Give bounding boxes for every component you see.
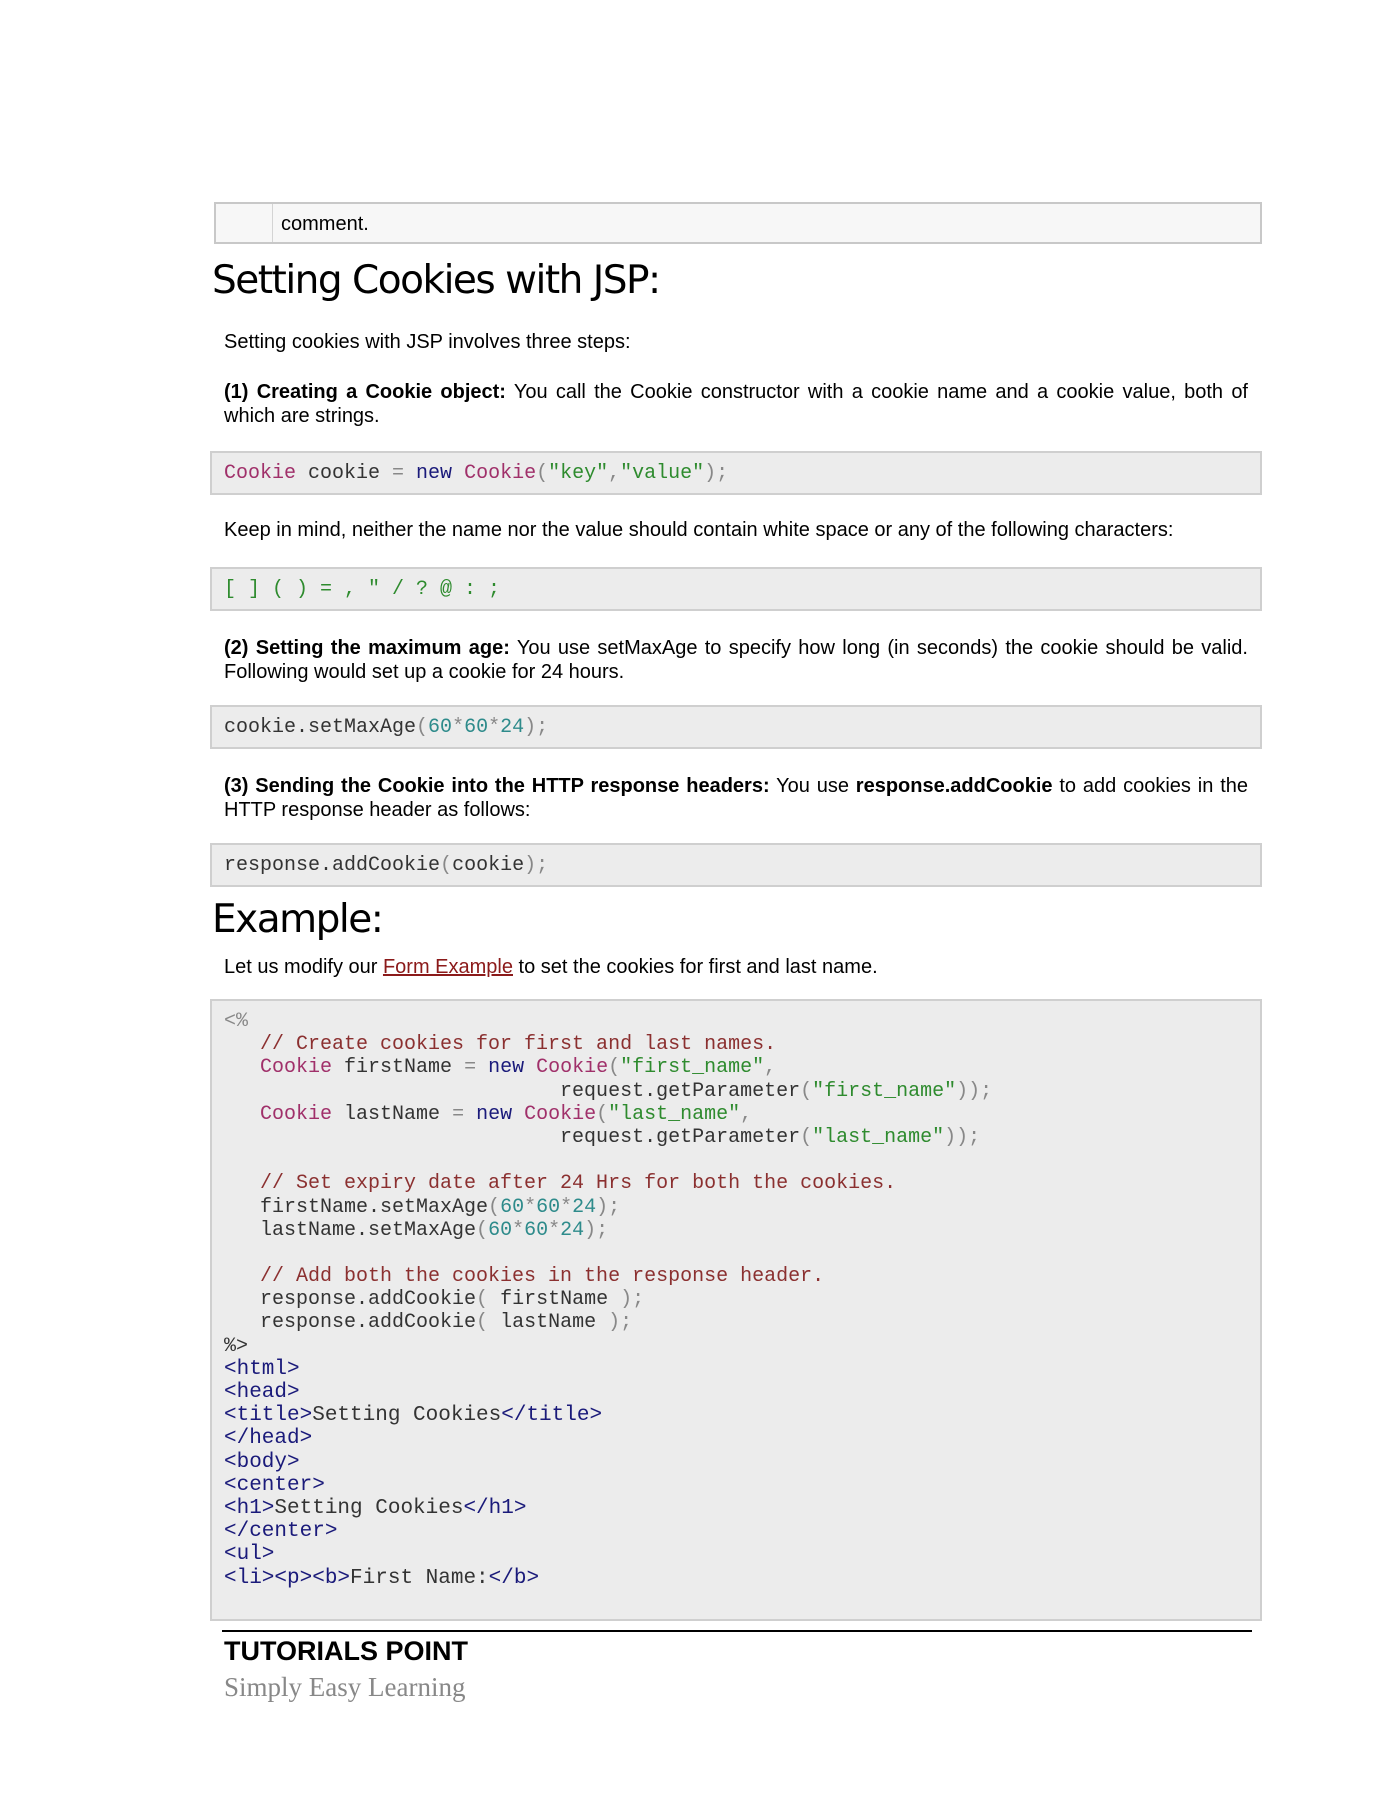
code-token: lastName.setMaxAge xyxy=(224,1218,477,1242)
step2-lead: (2) Setting the maximum age: xyxy=(224,637,510,659)
code-token: ( xyxy=(416,716,429,739)
code-line: // Set expiry date after 24 Hrs for both the cookies. xyxy=(224,1172,897,1196)
previous-table-row xyxy=(214,202,1262,244)
code-token: ( xyxy=(476,1218,489,1242)
code-token: Cookie xyxy=(536,1056,609,1080)
code-token: firstName xyxy=(500,1288,609,1312)
code-line xyxy=(224,1056,1248,1079)
footer-brand: TUTORIALS POINT xyxy=(224,1636,469,1666)
code-token: new xyxy=(464,1102,525,1126)
code-line: // Create cookies for first and last names. xyxy=(224,1033,777,1057)
step1-text: You call the Cookie constructor with a cookie name and a cookie value, both of which are strings. xyxy=(224,381,1248,427)
code-token: new xyxy=(476,1056,537,1080)
code-token: request.getParameter xyxy=(224,1125,801,1149)
code-line: <% xyxy=(224,1010,249,1033)
code-token: <li><p><b> xyxy=(224,1566,351,1590)
code-token: 60 xyxy=(428,716,453,739)
code-line-blank xyxy=(224,1149,1248,1172)
section-heading-setting-cookies: Setting Cookies with JSP: xyxy=(212,258,660,303)
code-token: 60 xyxy=(536,1195,561,1219)
code-token: ); xyxy=(596,1311,633,1335)
code-line xyxy=(224,462,1248,485)
code-token: 24 xyxy=(500,716,525,739)
code-line-blank xyxy=(224,1242,1248,1265)
step3-bold: response.addCookie xyxy=(855,775,1053,797)
code-line: <head> xyxy=(224,1381,300,1404)
code-token: "first_name" xyxy=(620,1056,765,1080)
example-text-after: to set the cookies for first and last name. xyxy=(513,956,878,978)
code-line xyxy=(224,1404,1248,1427)
code-line xyxy=(224,1080,1248,1103)
code-token: cookie.setMaxAge xyxy=(224,716,417,739)
code-token: "last_name" xyxy=(608,1102,741,1126)
code-token: </title> xyxy=(501,1404,603,1428)
code-token: Setting Cookies xyxy=(274,1496,464,1520)
code-token: "first_name" xyxy=(812,1079,957,1103)
code-token: 60 xyxy=(524,1218,549,1242)
code-line: </center> xyxy=(224,1520,338,1544)
step2-text: You use setMaxAge to specify how long (in seconds) the cookie should be valid. Following would set up a cookie for 24 hours. xyxy=(224,637,1248,683)
code-block-example xyxy=(210,999,1262,1621)
code-line: </head> xyxy=(224,1427,313,1451)
code-token: </h1> xyxy=(463,1496,527,1520)
code-token: cookie xyxy=(452,854,525,877)
code-token: response.addCookie xyxy=(224,854,441,877)
code-token: cookie xyxy=(296,462,393,485)
code-line xyxy=(224,716,1248,739)
code-line: %> xyxy=(224,1334,249,1358)
code-token: 60 xyxy=(500,1195,525,1219)
step3-paragraph xyxy=(224,774,1248,822)
code-token: new xyxy=(404,462,465,485)
code-token: = xyxy=(452,1102,465,1126)
code-token: lastName xyxy=(332,1102,453,1126)
code-token: ( xyxy=(476,1288,501,1312)
code-token: </b> xyxy=(488,1566,540,1590)
code-token: , xyxy=(764,1056,777,1080)
code-line: // Add both the cookies in the response header. xyxy=(224,1265,825,1289)
code-token: Cookie xyxy=(224,462,297,485)
code-token: 60 xyxy=(488,1218,513,1242)
code-line xyxy=(224,1126,1248,1149)
code-token: ( xyxy=(596,1102,609,1126)
code-line xyxy=(224,854,1248,877)
step2-paragraph xyxy=(224,636,1248,684)
code-token: "last_name" xyxy=(812,1125,945,1149)
code-token: ( xyxy=(800,1125,813,1149)
code-token: , xyxy=(740,1102,753,1126)
code-block-create-cookie xyxy=(210,451,1262,495)
code-token: Cookie xyxy=(224,1102,333,1126)
code-token: Cookie xyxy=(524,1102,597,1126)
footer-tagline: Simply Easy Learning xyxy=(224,1672,466,1702)
keep-in-mind-paragraph: Keep in mind, neither the name nor the value should contain white space or any of the following characters: xyxy=(224,519,1174,541)
code-token: firstName.setMaxAge xyxy=(224,1195,489,1219)
code-token: = xyxy=(392,462,405,485)
code-token: 24 xyxy=(560,1218,585,1242)
code-line xyxy=(224,1103,1248,1126)
code-line xyxy=(224,1196,1248,1219)
code-token: "value" xyxy=(620,462,705,485)
code-line xyxy=(224,1219,1248,1242)
code-token: response.addCookie xyxy=(224,1288,477,1312)
code-line xyxy=(224,1288,1248,1311)
code-token: ( xyxy=(440,854,453,877)
step1-paragraph xyxy=(224,380,1248,428)
code-token: firstName xyxy=(332,1056,465,1080)
code-token: )); xyxy=(956,1079,993,1103)
code-token: ); xyxy=(524,716,549,739)
code-token: Cookie xyxy=(224,1056,333,1080)
code-token: * xyxy=(560,1195,573,1219)
code-token: * xyxy=(512,1218,525,1242)
code-token: <title> xyxy=(224,1404,313,1428)
code-token: response.addCookie xyxy=(224,1311,477,1335)
step3-mid: You use xyxy=(769,775,856,797)
code-token: ); xyxy=(584,1218,609,1242)
code-token: * xyxy=(488,716,501,739)
code-token: <h1> xyxy=(224,1496,275,1520)
code-token: ( xyxy=(800,1079,813,1103)
code-line: [ ] ( ) = , " / ? @ : ; xyxy=(224,578,501,601)
form-example-link[interactable]: Form Example xyxy=(382,956,513,978)
intro-paragraph: Setting cookies with JSP involves three steps: xyxy=(224,331,631,353)
table-cell-text: comment. xyxy=(281,213,369,235)
code-token: ); xyxy=(704,462,729,485)
code-token: Cookie xyxy=(464,462,537,485)
section-heading-example: Example: xyxy=(212,897,383,942)
code-token: request.getParameter xyxy=(224,1079,801,1103)
code-line: <center> xyxy=(224,1473,325,1497)
code-token: * xyxy=(548,1218,561,1242)
footer-divider xyxy=(222,1630,1252,1632)
code-token: ); xyxy=(608,1288,645,1312)
code-token: ); xyxy=(596,1195,621,1219)
code-block-add-cookie xyxy=(210,843,1262,887)
code-line: <ul> xyxy=(224,1543,275,1567)
code-line: <body> xyxy=(224,1450,300,1474)
code-block-set-max-age xyxy=(210,705,1262,749)
code-token: ( xyxy=(608,1056,621,1080)
code-token: lastName xyxy=(500,1311,597,1335)
code-token: , xyxy=(608,462,621,485)
code-line xyxy=(224,1311,1248,1334)
step3-text: to add cookies in the HTTP response header as follows: xyxy=(224,775,1248,821)
code-line xyxy=(224,1567,1248,1590)
code-token: * xyxy=(452,716,465,739)
example-text-before: Let us modify our xyxy=(224,956,383,978)
code-token: "key" xyxy=(548,462,609,485)
example-paragraph xyxy=(224,955,1248,979)
code-token: ( xyxy=(476,1311,501,1335)
code-token: ( xyxy=(536,462,549,485)
code-token: ( xyxy=(488,1195,501,1219)
code-block-forbidden-characters xyxy=(210,567,1262,611)
table-cell-empty xyxy=(216,204,273,242)
code-token: = xyxy=(464,1056,477,1080)
code-token: Setting Cookies xyxy=(312,1404,502,1428)
code-token: * xyxy=(524,1195,537,1219)
code-token: ); xyxy=(524,854,549,877)
code-token: 24 xyxy=(572,1195,597,1219)
code-token: First Name: xyxy=(350,1566,489,1590)
code-token: 60 xyxy=(464,716,489,739)
step1-lead: (1) Creating a Cookie object: xyxy=(224,381,506,403)
code-line: <html> xyxy=(224,1357,300,1381)
code-token: )); xyxy=(944,1125,981,1149)
code-line xyxy=(224,1497,1248,1520)
step3-lead: (3) Sending the Cookie into the HTTP response headers: xyxy=(224,775,770,797)
